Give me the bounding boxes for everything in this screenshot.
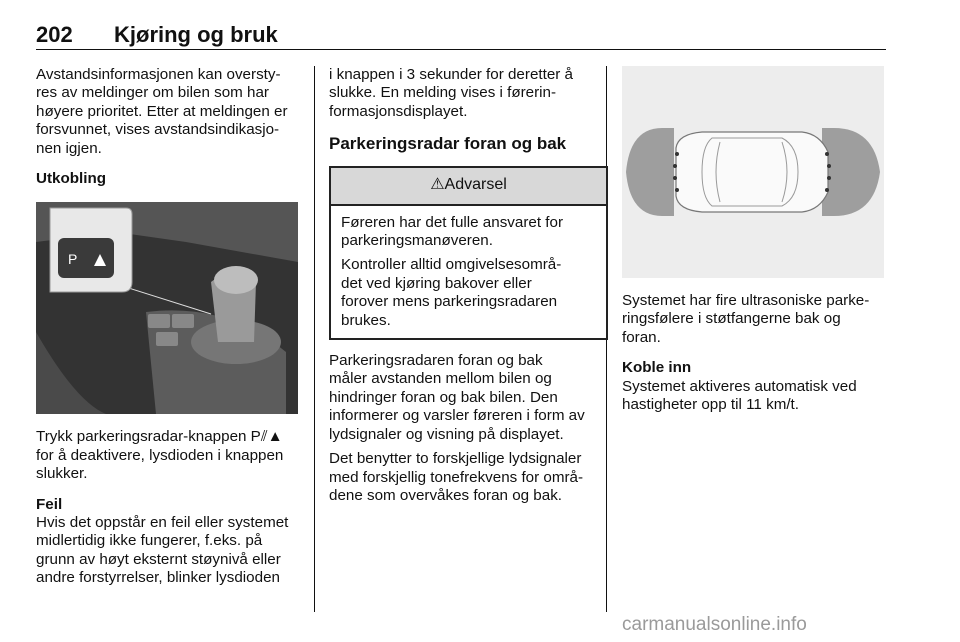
radar-paragraph-1 xyxy=(329,352,599,444)
warning-body xyxy=(331,206,606,338)
text-line: med forskjellig tonefrekvens for områ- xyxy=(329,468,584,486)
car-topview-diagram xyxy=(622,66,884,278)
warning-box xyxy=(329,166,608,340)
text-line: grunn av høyt eksternt støynivå eller xyxy=(36,550,281,568)
text-line: Avstandsinformasjonen kan oversty- xyxy=(36,66,281,83)
text-line: andre forstyrrelser, blinker lysdioden xyxy=(36,569,280,587)
text-line: Hvis det oppstår en feil eller systemet xyxy=(36,514,289,532)
utkobling-heading: Utkobling xyxy=(36,170,107,188)
text-line: ringsfølere i støtfangerne bak og xyxy=(622,310,841,328)
text-line: i knappen i 3 sekunder for deretter å xyxy=(329,66,573,83)
text-line: Kontroller alltid omgivelsesområ- xyxy=(341,256,562,274)
text-line: høyere prioritet. Etter at meldingen er xyxy=(36,102,288,120)
text-line: hastigheter opp til 11 km/t. xyxy=(622,396,799,414)
feil-heading: Feil xyxy=(36,495,63,513)
text-line: for å deaktivere, lysdioden i knappen xyxy=(36,446,284,464)
text-line: Systemet aktiveres automatisk ved xyxy=(622,377,857,395)
text-line: informerer og varsler føreren i form av xyxy=(329,407,585,425)
text-line: midlertidig ikke fungerer, f.eks. på xyxy=(36,532,263,550)
text-line: slukke. En melding vises i førerin- xyxy=(329,84,557,102)
text-line: forover mens parkeringsradaren xyxy=(341,293,558,311)
text-line: dene som overvåkes foran og bak. xyxy=(329,486,563,504)
text-line: Parkeringsradaren foran og bak xyxy=(329,352,543,370)
car-sensor-illustration xyxy=(622,66,884,278)
column-2 xyxy=(329,66,599,505)
caption-paragraph xyxy=(622,292,890,347)
continued-paragraph xyxy=(329,66,599,121)
warning-title: Advarsel xyxy=(444,176,507,194)
text-line: Det benytter to forskjellige lydsignaler xyxy=(329,450,582,468)
trykk-paragraph xyxy=(36,428,306,483)
koble-paragraph xyxy=(622,378,890,415)
section-heading: Parkeringsradar foran og bak xyxy=(329,134,567,154)
chapter-title: Kjøring og bruk xyxy=(114,22,278,47)
warning-icon: ⚠ xyxy=(430,176,445,194)
text-line: nen igjen. xyxy=(36,139,102,157)
text-line: Trykk parkeringsradar-knappen P⫽▲ xyxy=(36,428,283,446)
watermark: carmanualsonline.info xyxy=(622,614,807,635)
radar-paragraph-2 xyxy=(329,450,599,505)
column-1 xyxy=(36,66,306,588)
car-body xyxy=(676,132,828,212)
text-line: Systemet har fire ultrasoniske parke- xyxy=(622,292,870,309)
text-line: lydsignaler og visning på displayet. xyxy=(329,425,564,443)
console-illustration xyxy=(36,202,298,414)
text-line: foran. xyxy=(622,328,661,346)
text-line: det ved kjøring bakover eller xyxy=(341,274,532,292)
page-number: 202 xyxy=(36,22,73,47)
page-header xyxy=(36,22,886,50)
text-line: res av meldinger om bilen som har xyxy=(36,84,269,102)
text-line: parkeringsmanøveren. xyxy=(341,232,493,250)
text-line: måler avstanden mellom bilen og xyxy=(329,370,552,388)
text-line: forsvunnet, vises avstandsindikasjo- xyxy=(36,121,280,139)
feil-paragraph xyxy=(36,514,306,588)
warning-header xyxy=(331,168,606,206)
text-line: hindringer foran og bak bilen. Den xyxy=(329,388,558,406)
text-line: slukker. xyxy=(36,465,88,483)
koble-heading: Koble inn xyxy=(622,359,692,377)
text-line: brukes. xyxy=(341,311,391,329)
column-divider-1 xyxy=(314,66,315,612)
header-rule xyxy=(36,49,886,50)
intro-paragraph xyxy=(36,66,306,158)
text-line: Føreren har det fulle ansvaret for xyxy=(341,213,564,231)
column-3 xyxy=(622,66,890,414)
button-p-label: P xyxy=(68,251,78,268)
parking-button-photo xyxy=(36,202,298,414)
text-line: formasjonsdisplayet. xyxy=(329,102,468,120)
